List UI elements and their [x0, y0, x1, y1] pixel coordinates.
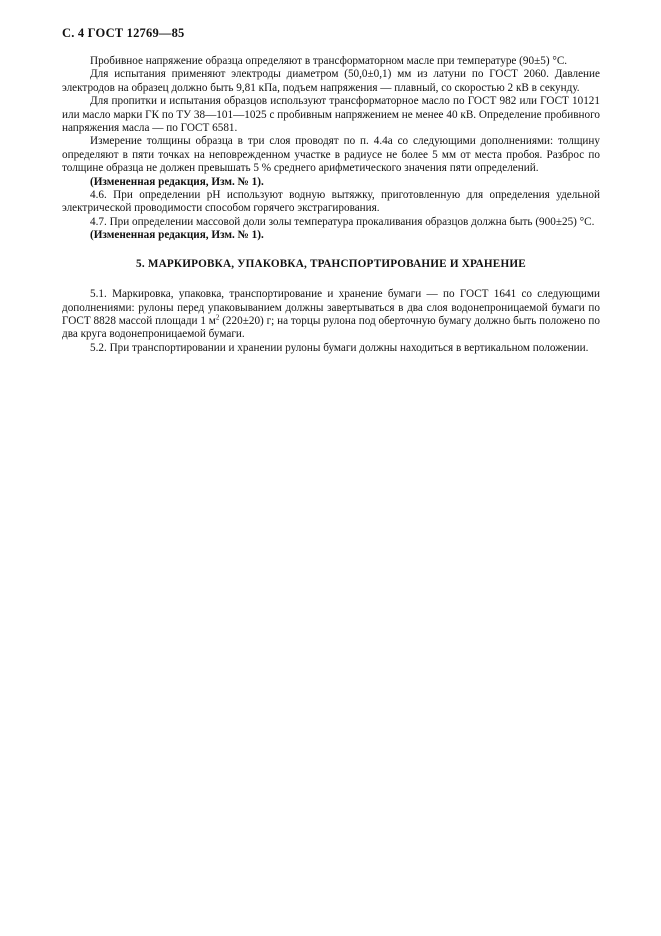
document-body	[62, 55, 600, 355]
amendment-note: (Измененная редакция, Изм. № 1).	[90, 229, 264, 242]
page-header: С. 4 ГОСТ 12769—85	[62, 26, 185, 40]
paragraphs-before-section	[62, 55, 600, 243]
paragraph: Для пропитки и испытания образцов используют трансформаторное масло по ГОСТ 982 или ГОСТ 10121 или масло марки ГК по ТУ 38—101—1025 с пробивным напряжением не менее 40 кВ. Определение пробивного напряжения масла — по ГОСТ 6581.	[62, 95, 600, 135]
paragraph-5-1-text-end: (220±20) г; на торцы рулона под оберточную бумагу должно быть положено по два круга водонепроницаемой бумаги.	[62, 314, 600, 341]
paragraph-5-1	[62, 288, 600, 342]
superscript: 2	[215, 313, 220, 322]
amendment-note: (Измененная редакция, Изм. № 1).	[90, 175, 264, 188]
paragraph: 4.7. При определении массовой доли золы температура прокаливания образцов должна быть (900±25) °С.	[90, 215, 595, 228]
paragraph: Пробивное напряжение образца определяют в трансформаторном масле при температуре (90±5) °С.	[90, 55, 568, 67]
paragraph: 4.6. При определении рН используют водную вытяжку, приготовленную для определения удельной электрической проводимости способом горячего экстрагирования.	[62, 189, 600, 215]
paragraph-5-2: 5.2. При транспортировании и хранении рулоны бумаги должны находиться в вертикальном положении.	[90, 341, 589, 354]
paragraph: Для испытания применяют электроды диаметром (50,0±0,1) мм из латуни по ГОСТ 2060. Давление электродов на образец должно быть 9,81 кПа, подъем напряжения — плавный, со скоростью 2 кВ в секунду.	[62, 68, 600, 94]
section-title: 5. МАРКИРОВКА, УПАКОВКА, ТРАНСПОРТИРОВАНИЕ И ХРАНЕНИЕ	[136, 257, 526, 270]
paragraph: Измерение толщины образца в три слоя проводят по п. 4.4а со следующими дополнениями: толщину определяют в пяти точках на неповрежденном участке в радиусе не более 5 мм от места пробоя. Разброс по толщине образца не должен превышать 5 % среднего арифметического значения пяти определений.	[62, 135, 600, 175]
paragraph-5-1-text: 5.1. Маркировка, упаковка, транспортирование и хранение бумаги — по ГОСТ 1641 со следующими дополнениями: рулоны перед упаковыванием должны завертываться в два слоя водонепроницаемой бумаги по ГОСТ 8828 массой площади 1 м	[62, 288, 600, 327]
